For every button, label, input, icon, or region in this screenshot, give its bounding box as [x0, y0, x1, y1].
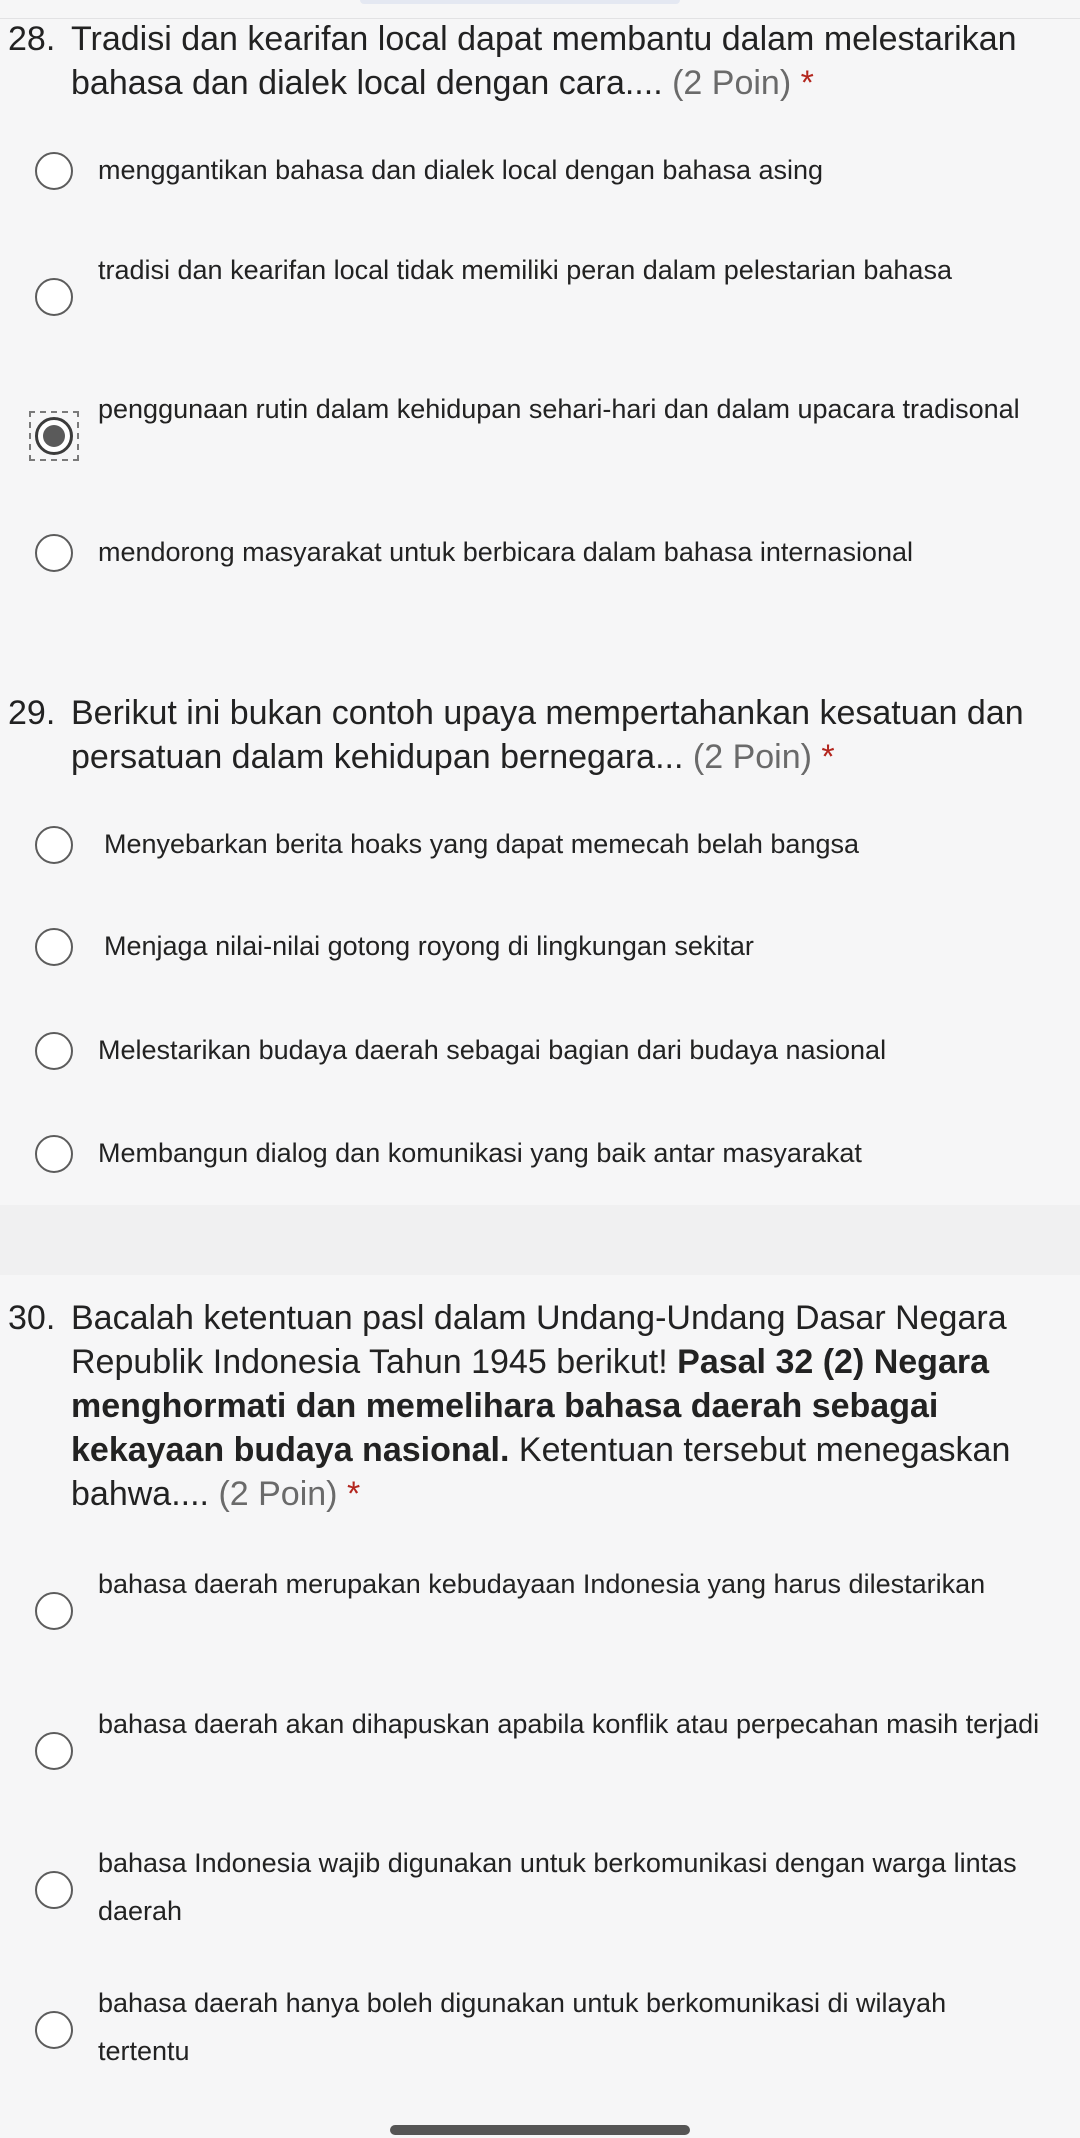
required-marker: *	[346, 1475, 361, 1513]
option-label: bahasa daerah merupakan kebudayaan Indonesia yang harus dilestarikan	[98, 1569, 986, 1599]
question-text: Bacalah ketentuan pasl dalam Undang-Undang Dasar Negara Republik Indonesia Tahun 1945 berikut! Pasal 32 (2) Negara menghormati dan memelihara bahasa daerah sebagai kekayaan budaya nasional. Ketentuan tersebut menegaskan bahwa.... (2 Poin) *	[71, 1299, 1011, 1513]
radio-button[interactable]	[35, 1871, 73, 1909]
radio-button[interactable]	[35, 278, 73, 316]
radio-button[interactable]	[35, 928, 73, 966]
tab-indicator	[360, 0, 680, 4]
points-label: (2 Poin)	[692, 738, 812, 776]
radio-button[interactable]	[35, 534, 73, 572]
option-label: Menjaga nilai-nilai gotong royong di lingkungan sekitar	[104, 931, 754, 961]
required-marker: *	[800, 64, 814, 102]
required-marker: *	[821, 738, 835, 776]
radio-button[interactable]	[35, 152, 73, 190]
option-label: penggunaan rutin dalam kehidupan sehari-hari dan dalam upacara tradisonal	[98, 394, 1020, 424]
option-label: bahasa daerah hanya boleh digunakan untuk berkomunikasi di wilayah tertentu	[98, 1988, 947, 2066]
radio-button[interactable]	[35, 2011, 73, 2049]
option-label: bahasa daerah akan dihapuskan apabila konflik atau perpecahan masih terjadi	[98, 1709, 1040, 1739]
points-label: (2 Poin)	[218, 1475, 338, 1513]
section-divider	[0, 1205, 1080, 1275]
home-indicator[interactable]	[390, 2125, 690, 2135]
question-number: 30.	[8, 1299, 56, 1337]
radio-dot	[43, 425, 65, 447]
points-label: (2 Poin)	[672, 64, 792, 102]
option-label: Menyebarkan berita hoaks yang dapat memecah belah bangsa	[104, 829, 859, 859]
question-text: Berikut ini bukan contoh upaya mempertahankan kesatuan dan persatuan dalam kehidupan bernegara... (2 Poin) *	[71, 694, 1024, 776]
radio-button[interactable]	[35, 826, 73, 864]
radio-button[interactable]	[35, 1032, 73, 1070]
option-label: Melestarikan budaya daerah sebagai bagian dari budaya nasional	[98, 1035, 887, 1065]
option-label: bahasa Indonesia wajib digunakan untuk berkomunikasi dengan warga lintas daerah	[98, 1848, 1017, 1926]
radio-button[interactable]	[35, 1592, 73, 1630]
option-label: menggantikan bahasa dan dialek local dengan bahasa asing	[98, 155, 824, 185]
question-number: 29.	[8, 694, 56, 732]
option-label: tradisi dan kearifan local tidak memiliki peran dalam pelestarian bahasa	[98, 255, 952, 285]
quoted-article: Pasal 32 (2) Negara menghormati dan memelihara bahasa daerah sebagai kekayaan budaya nasional.	[71, 1343, 989, 1469]
option-label: Membangun dialog dan komunikasi yang baik antar masyarakat	[98, 1138, 862, 1168]
radio-button[interactable]	[35, 1732, 73, 1770]
radio-button[interactable]	[35, 1135, 73, 1173]
question-number: 28.	[8, 20, 56, 58]
option-label: mendorong masyarakat untuk berbicara dalam bahasa internasional	[98, 537, 913, 567]
radio-button-selected[interactable]	[35, 417, 73, 455]
question-text: Tradisi dan kearifan local dapat membantu dalam melestarikan bahasa dan dialek local dengan cara.... (2 Poin) *	[71, 20, 1017, 102]
